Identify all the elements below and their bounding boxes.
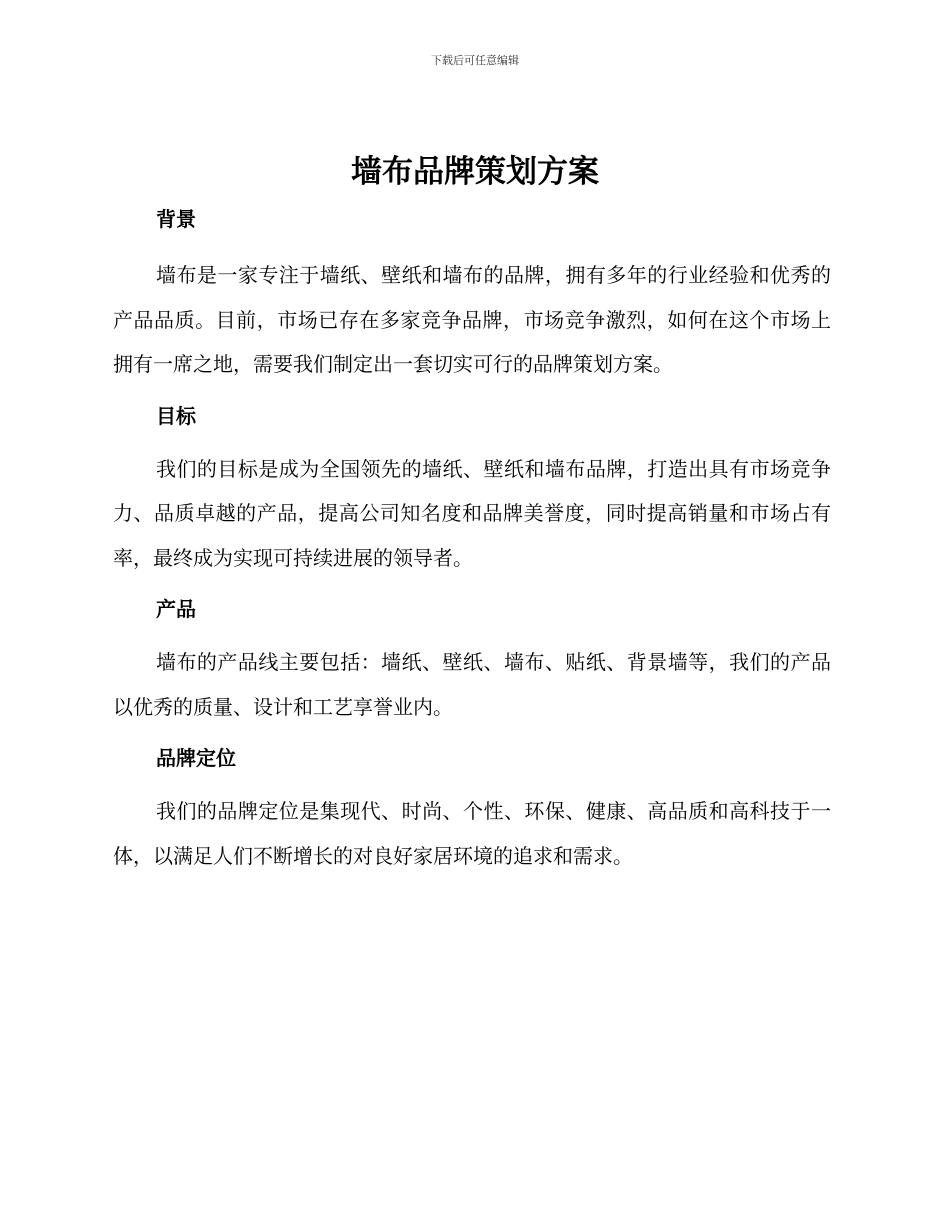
section-product: [113, 592, 831, 729]
section-body-brand-positioning: 我们的品牌定位是集现代、时尚、个性、环保、健康、高品质和高科技于一体，以满足人们不断增长的对良好家居环境的追求和需求。: [113, 799, 831, 868]
section-heading-goal: 目标: [156, 403, 196, 428]
page-header-note: 下载后可任意编辑: [431, 54, 519, 67]
section-heading-brand-positioning: 品牌定位: [156, 746, 236, 770]
section-heading-product: 产品: [156, 597, 196, 621]
section-brand-positioning: [113, 741, 831, 878]
document-title: 墙布品牌策划方案: [351, 154, 599, 190]
section-heading-background: 背景: [156, 207, 196, 231]
section-goal: [113, 399, 831, 581]
section-background: [113, 202, 831, 387]
section-body-product: 墙布的产品线主要包括：墙纸、壁纸、墙布、贴纸、背景墙等，我们的产品以优秀的质量、设计和工艺享誉业内。: [113, 650, 831, 719]
section-body-goal: 我们的目标是成为全国领先的墙纸、壁纸和墙布品牌，打造出具有市场竞争力、品质卓越的产品，提高公司知名度和品牌美誉度，同时提高销量和市场占有率，最终成为实现可持续进展的领导者。: [113, 456, 831, 570]
document-content: [113, 202, 831, 878]
section-body-background: 墙布是一家专注于墙纸、壁纸和墙布的品牌，拥有多年的行业经验和优秀的产品品质。目前，市场已存在多家竞争品牌，市场竞争激烈，如何在这个市场上拥有一席之地，需要我们制定出一套切实可行的品牌策划方案。: [113, 263, 831, 376]
